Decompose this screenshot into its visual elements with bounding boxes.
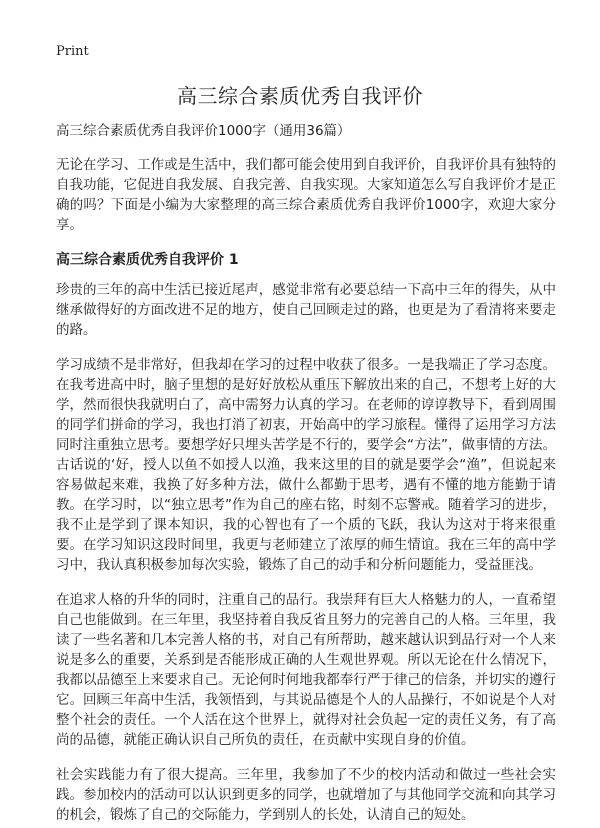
body-paragraph-4: 社会实践能力有了很大提高。三年里，我参加了不少的校内活动和做过一些社会实践。参加校内的活动可以认识到更多的同学，也就增加了与其他同学交流和向其学习的机会，锻炼了自己的交际能力，学到别人的长处，认清自己的短处。 bbox=[56, 767, 556, 823]
document-body bbox=[56, 121, 556, 828]
print-link[interactable]: Print bbox=[56, 44, 89, 59]
body-paragraph-2: 学习成绩不是非常好，但我却在学习的过程中收获了很多。一是我端正了学习态度。在我考进高中时，脑子里想的是好好放松从重压下解放出来的自己，不想考上好的大学，然而很快我就明白了，高中需努力认真的学习。在老师的谆谆教导下，看到周围的同学们拼命的学习，我也打消了初衷，开始高中的学习旅程。懂得了运用学习方法同时注重独立思考。要想学好只埋头苦学是不行的，要学会“方法”，做事情的方法。古话说的‘好，授人以鱼不如授人以渔，我来这里的目的就是要学会“渔”，但说起来容易做起来难，我换了好多种方法，做什么都勤于思考，遇有不懂的地方能勤于请教。在学习时，以“独立思考”作为自己的座右铭，时刻不忘警戒。随着学习的进步，我不止是学到了课本知识，我的心智也有了一个质的飞跃，我认为这对于将来很重要。在学习知识这段时间里，我更与老师建立了浓厚的师生情谊。我在三年的高中学习中，我认真积极参加每次实验，锻炼了自己的动手和分析问题能力，受益匪浅。 bbox=[56, 357, 556, 573]
body-paragraph-1: 珍贵的三年的高中生活已接近尾声，感觉非常有必要总结一下高中三年的得失，从中继承做得好的方面改进不足的地方，使自己回顾走过的路，也更是为了看清将来要走的路。 bbox=[56, 282, 556, 338]
document-subtitle: 高三综合素质优秀自我评价1000字（通用36篇） bbox=[56, 123, 351, 139]
document-title: 高三综合素质优秀自我评价 bbox=[177, 84, 423, 108]
body-paragraph-3: 在追求人格的升华的同时，注重自己的品行。我崇拜有巨大人格魅力的人，一直希望自己也能做到。在三年里，我坚持着自我反省且努力的完善自己的人格。三年里，我读了一些名著和几本完善人格的书，对自己有所帮助，越来越认识到品行对一个人来说是多么的重要，关系到是否能形成正确的人生观世界观。所以无论在什么情况下，我都以品德至上来要求自己。无论何时何地我都奉行严于律己的信条，并切实的遵行它。回顾三年高中生活，我领悟到，与其说品德是个人的人品操行，不如说是个人对整个社会的责任。一个人活在这个世界上，就得对社会负起一定的责任义务，有了高尚的品德，就能正确认识自己所负的责任，在贡献中实现自身的价值。 bbox=[56, 592, 556, 748]
intro-paragraph: 无论在学习、工作或是生活中，我们都可能会使用到自我评价，自我评价具有独特的自我功能，它促进自我发展、自我完善、自我实现。大家知道怎么写自我评价才是正确的吗？下面是小编为大家整理的高三综合素质优秀自我评价1000字，欢迎大家分享。 bbox=[56, 157, 556, 233]
section-heading: 高三综合素质优秀自我评价 1 bbox=[56, 252, 239, 268]
